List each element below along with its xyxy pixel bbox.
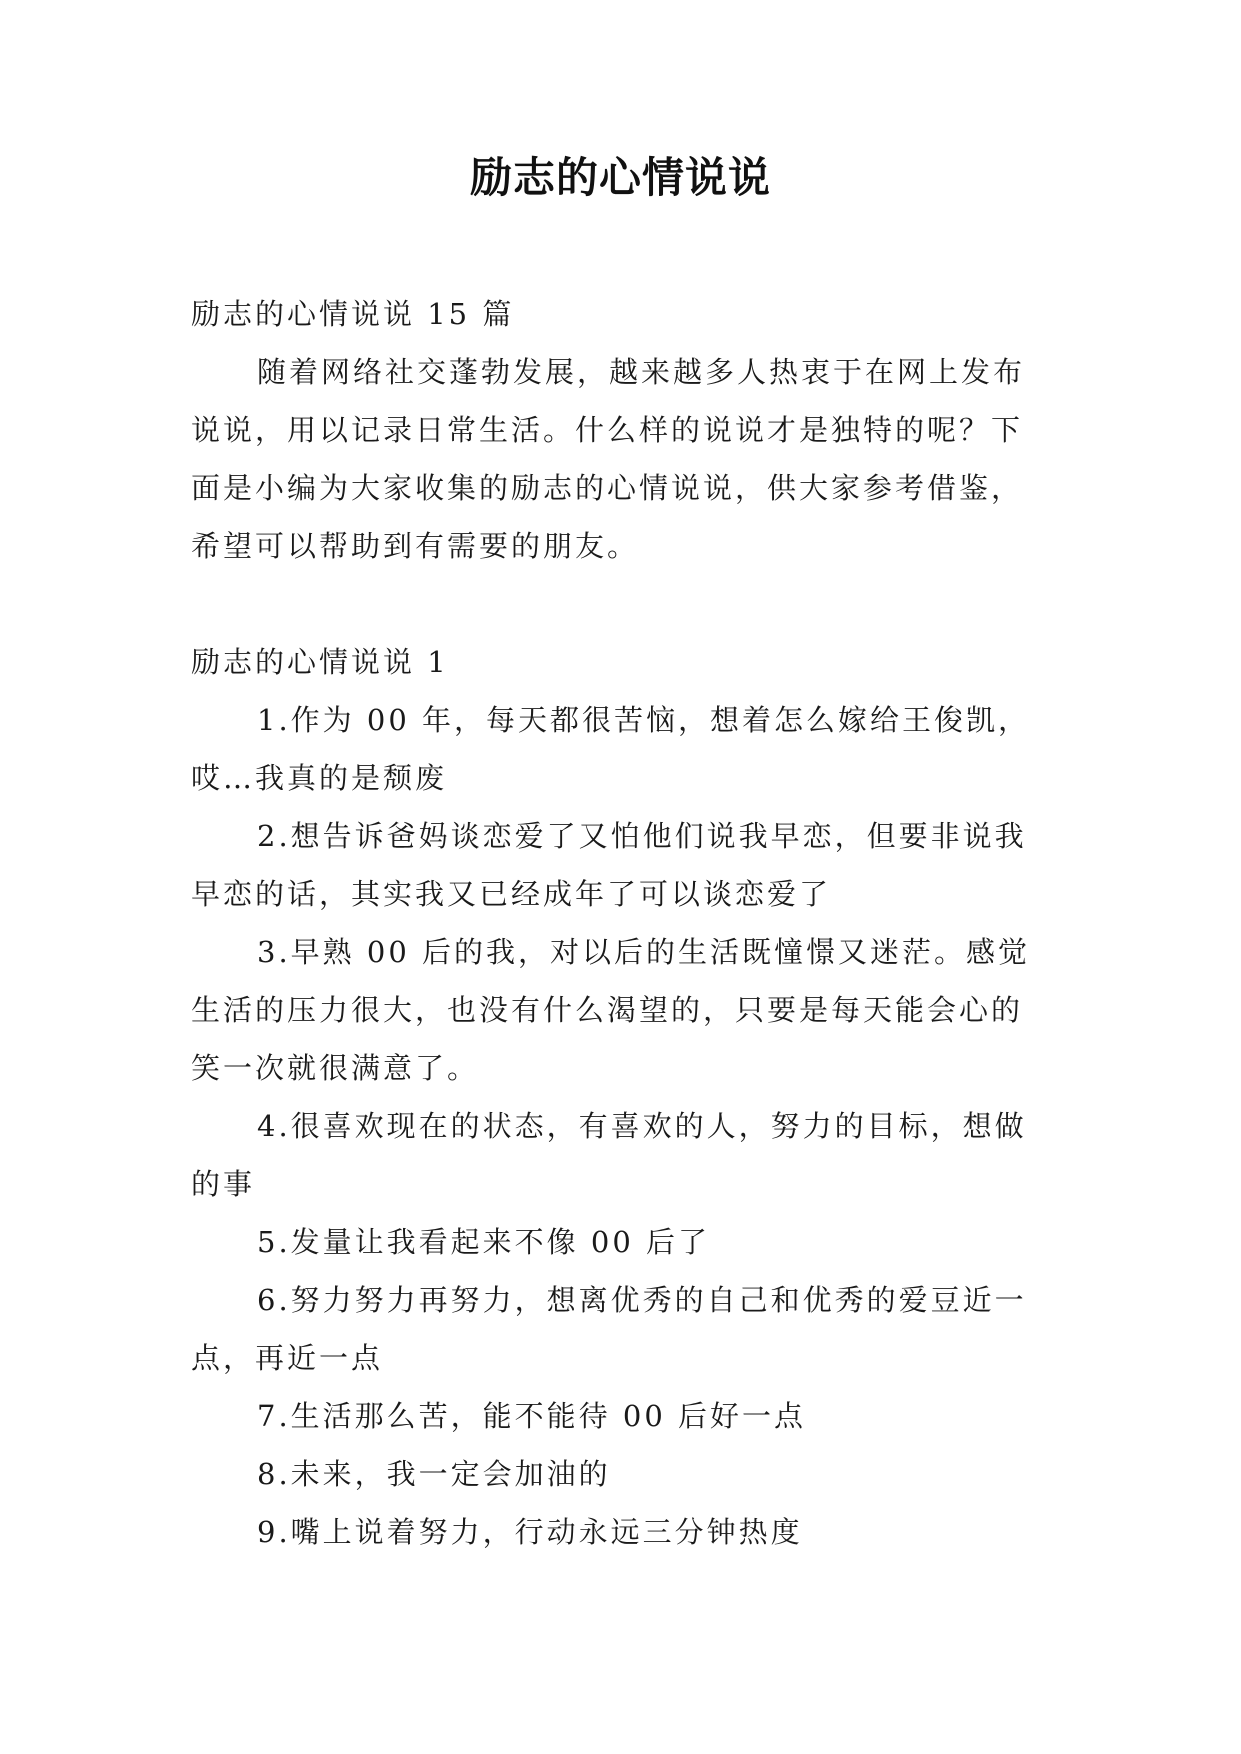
list-item [191,1445,1076,1503]
intro-line: 面是小编为大家收集的励志的心情说说，供大家参考借鉴， [191,471,1024,505]
intro-paragraph [191,343,1076,575]
list-item-line: 点，再近一点 [191,1341,384,1375]
list-item [191,1097,1076,1213]
list-item-line: 4.很喜欢现在的状态，有喜欢的人，努力的目标，想做 [257,1109,1027,1143]
list-item-line: 的事 [191,1167,256,1201]
list-item-line: 9.嘴上说着努力，行动永远三分钟热度 [257,1515,803,1549]
list-item-line: 笑一次就很满意了。 [191,1051,480,1085]
document-body [191,285,1076,1561]
subtitle: 励志的心情说说 15 篇 [191,297,515,331]
list-item-line: 早恋的话，其实我又已经成年了可以谈恋爱了 [191,877,832,911]
list-item-line: 5.发量让我看起来不像 00 后了 [257,1225,711,1259]
list-item-line: 1.作为 00 年，每天都很苦恼，想着怎么嫁给王俊凯， [257,703,1031,737]
list-item [191,691,1076,807]
section-heading: 励志的心情说说 1 [191,645,449,679]
list-item-line: 3.早熟 00 后的我，对以后的生活既憧憬又迷茫。感觉 [257,935,1031,969]
list-item [191,1271,1076,1387]
list-item-line: 哎…我真的是颓废 [191,761,448,795]
list-item-line: 6.努力努力再努力，想离优秀的自己和优秀的爱豆近一 [257,1283,1027,1317]
list-item [191,807,1076,923]
list-item-line: 7.生活那么苦，能不能待 00 后好一点 [257,1399,807,1433]
paragraph-spacer [191,575,1076,633]
list-item [191,1213,1076,1271]
intro-line: 随着网络社交蓬勃发展，越来越多人热衷于在网上发布 [257,355,1026,389]
document-title: 励志的心情说说 [469,153,771,202]
list-item [191,1503,1076,1561]
list-item-line: 生活的压力很大，也没有什么渴望的，只要是每天能会心的 [191,993,1024,1027]
list-item-line: 2.想告诉爸妈谈恋爱了又怕他们说我早恋，但要非说我 [257,819,1027,853]
intro-line: 说说，用以记录日常生活。什么样的说说才是独特的呢？下 [191,413,1024,447]
list-item [191,923,1076,1097]
list-item-line: 8.未来，我一定会加油的 [257,1457,611,1491]
intro-line: 希望可以帮助到有需要的朋友。 [191,529,640,563]
list-item [191,1387,1076,1445]
